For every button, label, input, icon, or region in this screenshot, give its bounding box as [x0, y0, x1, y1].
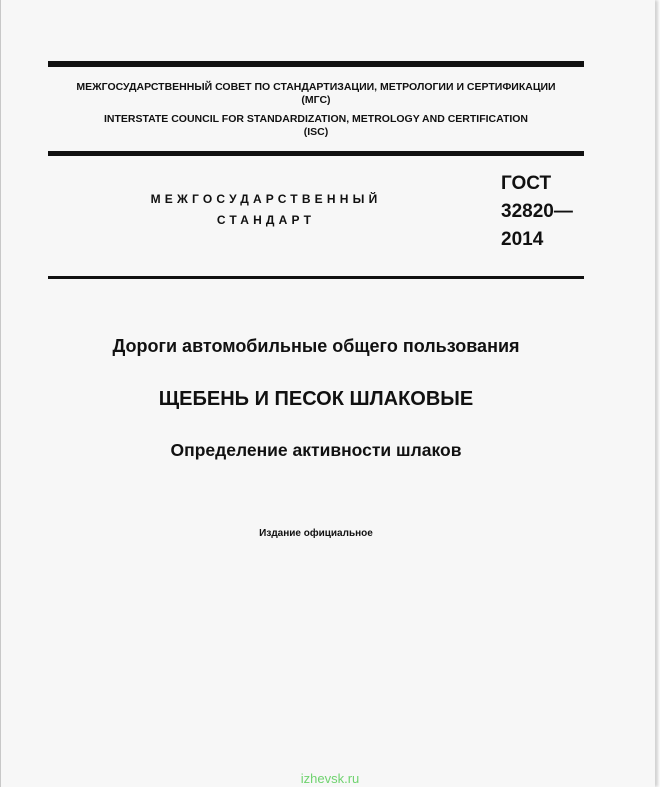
gost-prefix: ГОСТ	[501, 173, 552, 194]
watermark-text: izhevsk.ru	[300, 771, 360, 786]
council-ru-name: МЕЖГОСУДАРСТВЕННЫЙ СОВЕТ ПО СТАНДАРТИЗАЦИИ, МЕТРОЛОГИИ И СЕРТИФИКАЦИИ	[76, 81, 556, 93]
standard-label-line2: СТАНДАРТ	[216, 213, 316, 227]
council-en-abbreviation: (ISC)	[303, 126, 329, 138]
standard-block-rule	[48, 276, 584, 279]
gost-year: 2014	[501, 229, 544, 250]
top-rule	[48, 61, 584, 67]
subtitle: Определение активности шлаков	[170, 440, 462, 460]
general-title: Дороги автомобильные общего пользования	[112, 336, 520, 356]
gost-number: 32820—	[501, 201, 573, 222]
standard-label-line1: МЕЖГОСУДАРСТВЕННЫЙ	[150, 192, 382, 206]
council-ru-abbreviation: (МГС)	[301, 94, 331, 106]
main-title: ЩЕБЕНЬ И ПЕСОК ШЛАКОВЫЕ	[158, 388, 474, 410]
council-en-name: INTERSTATE COUNCIL FOR STANDARDIZATION, METROLOGY AND CERTIFICATION	[103, 113, 529, 125]
header-bottom-rule	[48, 151, 584, 156]
edition-note: Издание официальное	[259, 528, 373, 539]
gost-designation	[501, 170, 573, 254]
